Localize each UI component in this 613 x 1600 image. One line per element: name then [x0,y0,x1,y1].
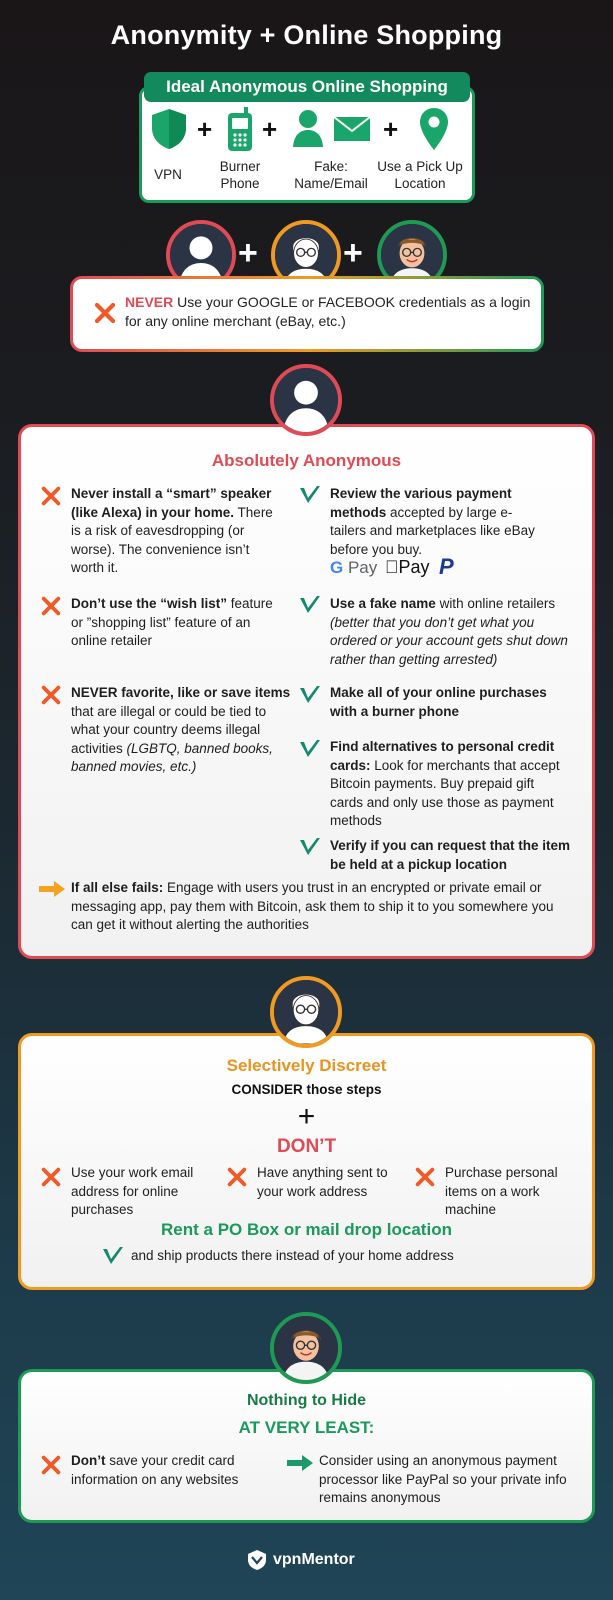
vpnmentor-logo-icon [247,1549,267,1571]
ideal-label-2: Fake: Name/Email [294,159,368,191]
warning-text: NEVER Use your GOOGLE or FACEBOOK credentials as a login for any online merchant (eBay, etc.) [125,294,531,329]
shield-icon [150,108,188,150]
check-icon [298,593,322,617]
cross-icon [40,485,62,507]
list-item: Don’t save your credit card information on any websites [71,1453,239,1487]
po-box-heading: Rent a PO Box or mail drop location [161,1220,452,1239]
plus-icon: + [197,114,213,144]
avatar-discreet [270,976,342,1048]
cross-icon [40,1166,62,1188]
consider-text: CONSIDER those steps [231,1082,382,1097]
section-heading: Selectively Discreet [226,1056,387,1075]
phone-icon [227,106,253,152]
plus-icon: + [262,114,278,144]
brand-logo [247,1549,355,1571]
ideal-label-1: Burner Phone [219,159,261,191]
avatar-nothing-to-hide [270,1312,342,1384]
section-heading: Absolutely Anonymous [211,451,402,470]
plus-icon: + [297,1100,316,1133]
page-title: Anonymity + Online Shopping [110,20,503,50]
list-item: Review the various payment methods accepted by large e-tailers and marketplaces like eBay before you buy. [330,486,535,557]
list-item: Use your work email address for online purchases [71,1165,194,1217]
list-item: Verify if you can request that the item be held at a pickup location [330,838,571,872]
arrow-right-icon [38,880,66,898]
check-icon [298,835,322,859]
ideal-shopping-heading: Ideal Anonymous Online Shopping [144,72,470,102]
list-item: Purchase personal items on a work machine [445,1165,558,1217]
check-icon [298,683,322,707]
check-icon [101,1244,125,1268]
absolutely-anonymous-panel [18,424,595,959]
po-box-text: and ship products there instead of your home address [131,1248,454,1263]
brand-name: vpnMentor [273,1551,355,1568]
arrow-right-icon [286,1454,314,1472]
google-pay-logo: G Pay [330,558,378,577]
check-icon [298,737,322,761]
selectively-discreet-panel [18,1033,595,1290]
check-icon [298,483,322,507]
fallback-item: If all else fails: Engage with users you trust in an encrypted or private email or messaging app, pay them with Bitcoin, ask them to ship it to you somewhere you can get it without alerting the authorities [71,880,554,932]
nothing-to-hide-panel [18,1369,595,1523]
ideal-label-3: Use a Pick Up Location [377,159,463,191]
list-item: Consider using an anonymous payment processor like PayPal so your private info remains anonymous [319,1453,567,1505]
ideal-label-0: VPN [154,167,182,182]
avatar-anonymous [270,364,342,436]
plus-icon: + [383,114,399,144]
warning-box [70,276,544,352]
list-item: Never install a “smart” speaker (like Alexa) in your home. There is a risk of eavesdropping (or worse). The convenience isn’t worth it. [71,486,273,575]
list-item: Have anything sent to your work address [257,1165,388,1199]
cross-icon [40,684,62,706]
map-pin-icon [419,107,449,151]
at-very-least-heading: AT VERY LEAST: [238,1418,375,1437]
list-item: NEVER favorite, like or save items that are illegal or could be tied to what your country deems illegal activities (LGBTQ, banned books, banned movies, etc.) [71,685,291,774]
dont-heading: DON’T [276,1136,337,1157]
list-item: Find alternatives to personal credit cards: Look for merchants that accept Bitcoin payments. Buy prepaid gift cards and only use those as payment methods [330,739,560,828]
list-item: Use a fake name with online retailers (better that you don’t get what you ordered or your account gets shut down rather than getting arrested) [330,596,568,667]
paypal-logo: P [439,554,454,579]
apple-pay-logo: Pay [385,557,417,577]
cross-icon [93,301,117,325]
section-heading: Nothing to Hide [246,1392,367,1409]
cross-icon [40,595,62,617]
cross-icon [40,1454,62,1476]
cross-icon [226,1166,248,1188]
plus-icon: + [238,234,258,272]
list-item: Don’t use the “wish list” feature or ”shopping list” feature of an online retailer [71,596,273,648]
person-mail-icon [292,108,372,148]
cross-icon [414,1166,436,1188]
list-item: Make all of your online purchases with a burner phone [330,685,547,719]
plus-icon: + [343,234,363,272]
